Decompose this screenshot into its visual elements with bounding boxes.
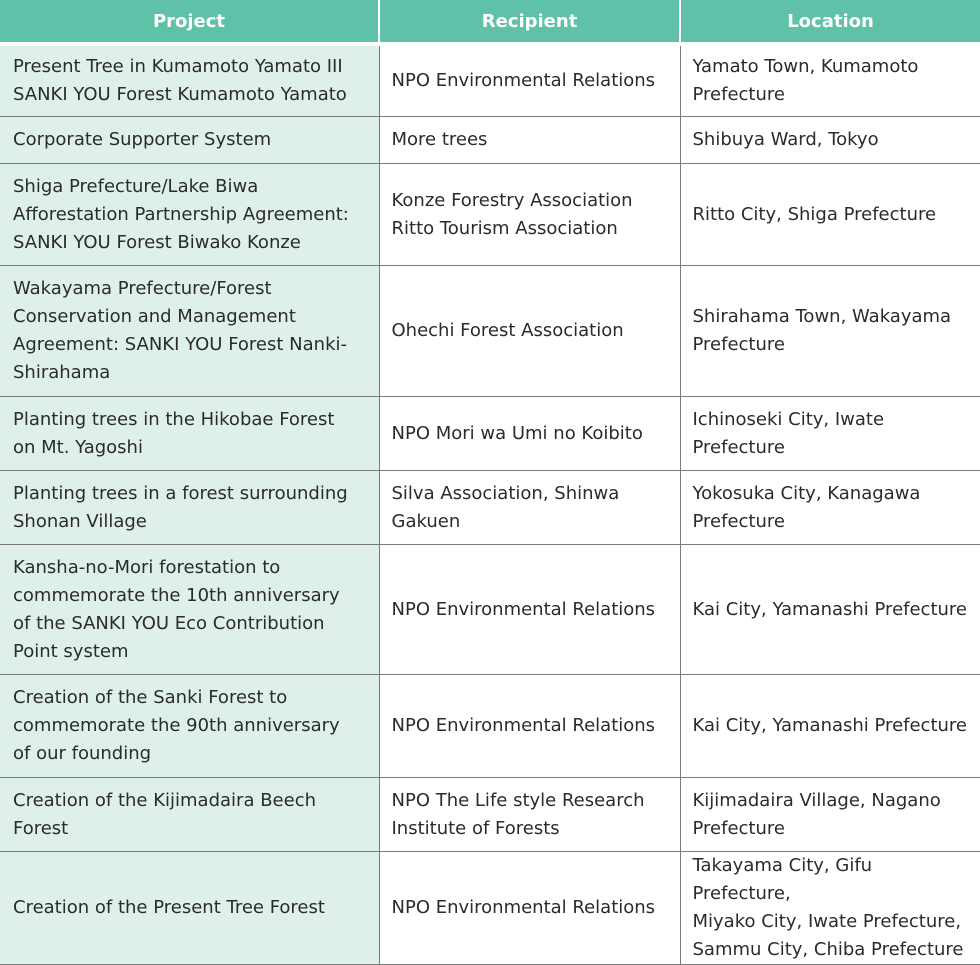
cell-recipient: More trees (379, 117, 680, 164)
table-row (0, 675, 980, 778)
cell-location: Yokosuka City, Kanagawa Prefecture (680, 471, 980, 545)
header-row (0, 0, 980, 44)
cell-recipient: NPO Environmental Relations (379, 852, 680, 965)
cell-location: Kijimadaira Village, Nagano Prefecture (680, 778, 980, 852)
cell-location: Shibuya Ward, Tokyo (680, 117, 980, 164)
cell-recipient: Ohechi Forest Association (379, 266, 680, 397)
cell-recipient: NPO The Life style Research Institute of Forests (379, 778, 680, 852)
cell-recipient: NPO Mori wa Umi no Koibito (379, 397, 680, 471)
cell-recipient: NPO Environmental Relations (379, 44, 680, 117)
cell-project: Shiga Prefecture/Lake Biwa Afforestation Partnership Agreement: SANKI YOU Forest Biwako Konze (0, 164, 379, 266)
cell-location: Kai City, Yamanashi Prefecture (680, 675, 980, 778)
table-row (0, 852, 980, 965)
cell-location: Ritto City, Shiga Prefecture (680, 164, 980, 266)
cell-recipient: NPO Environmental Relations (379, 675, 680, 778)
cell-location: Yamato Town, Kumamoto Prefecture (680, 44, 980, 117)
cell-project: Creation of the Kijimadaira Beech Forest (0, 778, 379, 852)
cell-location: Kai City, Yamanashi Prefecture (680, 545, 980, 675)
table-body (0, 44, 980, 965)
header-recipient: Recipient (379, 0, 680, 44)
cell-project: Kansha-no-Mori forestation to commemorate the 10th anniversary of the SANKI YOU Eco Contribution Point system (0, 545, 379, 675)
table-row (0, 545, 980, 675)
header-location: Location (680, 0, 980, 44)
cell-project: Creation of the Sanki Forest to commemorate the 90th anniversary of our founding (0, 675, 379, 778)
table-row (0, 117, 980, 164)
table-row (0, 397, 980, 471)
cell-location: Takayama City, Gifu Prefecture, Miyako City, Iwate Prefecture, Sammu City, Chiba Prefecture (680, 852, 980, 965)
cell-location: Ichinoseki City, Iwate Prefecture (680, 397, 980, 471)
cell-project: Wakayama Prefecture/Forest Conservation and Management Agreement: SANKI YOU Forest Nanki- Shirahama (0, 266, 379, 397)
cell-project: Creation of the Present Tree Forest (0, 852, 379, 965)
table-row (0, 266, 980, 397)
table-row (0, 164, 980, 266)
cell-location: Shirahama Town, Wakayama Prefecture (680, 266, 980, 397)
header-project: Project (0, 0, 379, 44)
cell-recipient: Silva Association, Shinwa Gakuen (379, 471, 680, 545)
cell-project: Corporate Supporter System (0, 117, 379, 164)
table-header (0, 0, 980, 44)
table-row (0, 778, 980, 852)
cell-recipient: Konze Forestry Association Ritto Tourism Association (379, 164, 680, 266)
cell-recipient: NPO Environmental Relations (379, 545, 680, 675)
table-row (0, 44, 980, 117)
cell-project: Planting trees in the Hikobae Forest on Mt. Yagoshi (0, 397, 379, 471)
cell-project: Present Tree in Kumamoto Yamato III SANKI YOU Forest Kumamoto Yamato (0, 44, 379, 117)
cell-project: Planting trees in a forest surrounding Shonan Village (0, 471, 379, 545)
table-row (0, 471, 980, 545)
